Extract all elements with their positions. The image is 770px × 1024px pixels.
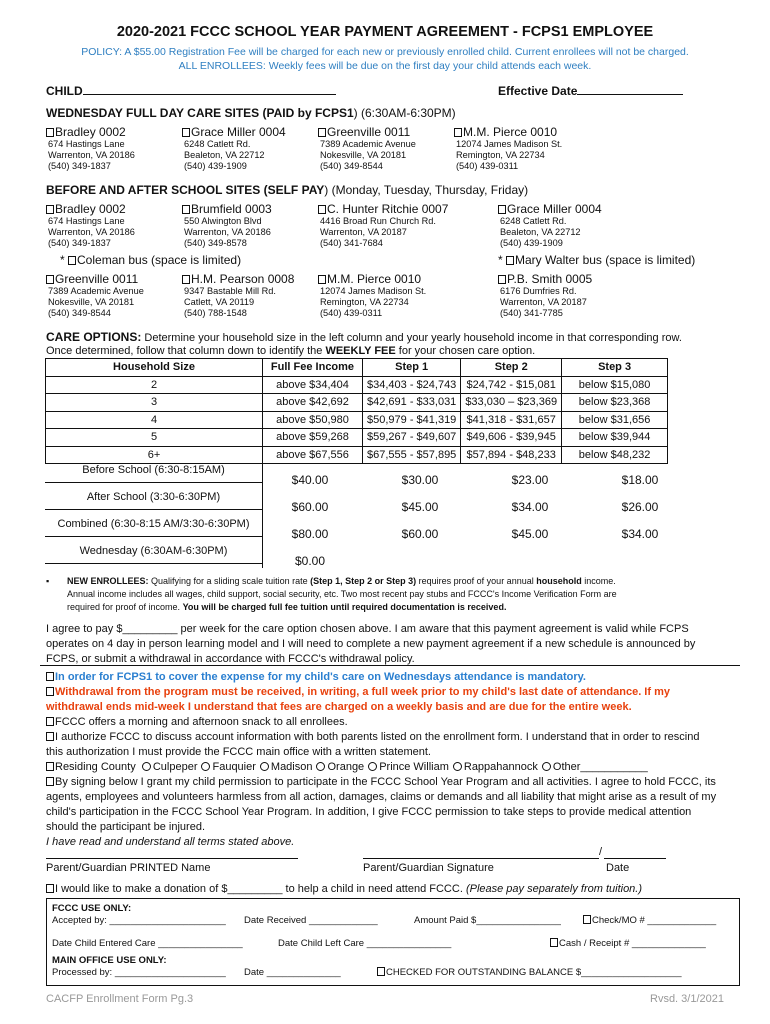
care-option-vertical-divider xyxy=(262,462,263,568)
checkbox-icon[interactable] xyxy=(506,256,514,265)
table-cell: 4 xyxy=(46,411,263,429)
date-left-field[interactable]: Date Child Left Care ________________ xyxy=(278,938,452,949)
table-cell: below $15,080 xyxy=(562,376,668,394)
site-name: Bradley 0002 xyxy=(55,202,126,216)
signature-label: Parent/Guardian Signature xyxy=(363,862,494,874)
care-option-label: Combined (6:30-8:15 AM/3:30-6:30PM) xyxy=(57,518,250,530)
table-cell: $42,691 - $33,031 xyxy=(363,394,461,412)
county-option[interactable]: Culpeper xyxy=(142,761,198,773)
table-cell: $33,030 – $23,369 xyxy=(461,394,562,412)
site-name: Grace Miller 0004 xyxy=(191,125,286,139)
site-address-line-2: Warrenton, VA 20187 xyxy=(500,297,587,307)
date-slash: / xyxy=(599,846,603,858)
care-option-divider xyxy=(45,563,262,564)
care-option-fee: $23.00 xyxy=(511,473,549,487)
county-option[interactable]: Orange xyxy=(316,761,364,773)
site-address-line-2: Warrenton, VA 20187 xyxy=(320,227,407,237)
checkbox-icon[interactable] xyxy=(46,762,54,771)
radio-icon[interactable] xyxy=(453,762,462,771)
site-option[interactable] xyxy=(182,125,322,172)
term-county[interactable]: Residing County Culpeper Fauquier Madison Orange Prince William Rappahannock Other___________ xyxy=(46,760,746,775)
signature-line[interactable] xyxy=(363,858,599,859)
site-address-line-2: Remington, VA 22734 xyxy=(456,150,545,160)
table-header: Step 1 xyxy=(363,359,461,377)
site-option[interactable] xyxy=(454,125,594,172)
site-option[interactable] xyxy=(46,272,186,319)
site-name: M.M. Pierce 0010 xyxy=(327,272,422,286)
term-permission[interactable]: By signing below I grant my child permission to participate in the FCCC School Year Program and all activities. I agree to hold FCCC, its xyxy=(46,775,746,790)
site-phone: (540) 439-0311 xyxy=(456,161,519,171)
child-label: CHILD xyxy=(46,84,83,98)
site-name: Grace Miller 0004 xyxy=(507,202,602,216)
site-name: Brumfield 0003 xyxy=(191,202,272,216)
checkbox-icon[interactable] xyxy=(182,275,190,284)
child-field[interactable] xyxy=(46,84,336,98)
checkbox-icon[interactable] xyxy=(377,967,385,976)
site-phone: (540) 349-8544 xyxy=(320,161,383,171)
checkbox-icon[interactable] xyxy=(46,717,54,726)
site-option[interactable] xyxy=(498,202,638,249)
site-option[interactable] xyxy=(318,272,458,319)
table-row xyxy=(46,376,668,394)
checkbox-icon[interactable] xyxy=(46,275,54,284)
care-option-fee: $34.00 xyxy=(621,527,659,541)
care-option-label: After School (3:30-6:30PM) xyxy=(86,491,221,503)
care-option-fee: $34.00 xyxy=(511,500,549,514)
care-option-fee: $18.00 xyxy=(621,473,659,487)
site-address-line-2: Catlett, VA 20119 xyxy=(184,297,255,307)
checkbox-icon[interactable] xyxy=(498,275,506,284)
table-cell: 3 xyxy=(46,394,263,412)
site-address-line-2: Nokesville, VA 20181 xyxy=(320,150,407,160)
mary-walter-bus-option[interactable]: * Mary Walter bus (space is limited) xyxy=(498,253,696,267)
amount-paid-field[interactable]: Amount Paid $________________ xyxy=(414,915,561,926)
checkbox-icon[interactable] xyxy=(454,128,462,137)
site-address-line-1: 674 Hastings Lane xyxy=(48,216,125,226)
table-cell: $57,894 - $48,233 xyxy=(461,446,562,464)
site-name: Greenville 0011 xyxy=(55,272,139,286)
new-enrollees-note: NEW ENROLLEES: Qualifying for a sliding scale tuition rate (Step 1, Step 2 or Step 3) requires proof of your annual household income. Annual income includes all wages, child support, social security, etc. Two most recent pay stubs and FCCC's Income Verification Form are required for proof of income. You will be charged full fee tuition until required documentation is received. xyxy=(67,576,617,612)
checkbox-icon[interactable] xyxy=(46,884,54,893)
site-address-line-2: Bealeton, VA 22712 xyxy=(500,227,581,237)
effective-date-label: Effective Date xyxy=(498,84,578,98)
table-cell: above $34,404 xyxy=(263,376,363,394)
footer-right: Rvsd. 3/1/2021 xyxy=(650,993,724,1005)
site-address-line-1: 4416 Broad Run Church Rd. xyxy=(320,216,436,226)
term-snack[interactable]: FCCC offers a morning and afternoon snack to all enrollees. xyxy=(46,715,746,730)
county-option[interactable]: Rappahannock xyxy=(453,761,538,773)
footer-left: CACFP Enrollment Form Pg.3 xyxy=(46,993,194,1005)
effective-date-field[interactable] xyxy=(498,84,683,98)
site-address-line-1: 12074 James Madison St. xyxy=(320,286,427,296)
bullet-icon: ▪ xyxy=(46,576,50,586)
care-option-label: Wednesday (6:30AM-6:30PM) xyxy=(79,545,228,557)
care-options-intro: CARE OPTIONS: Determine your household size in the left column and your yearly household income in that corresponding row. xyxy=(46,330,682,344)
care-options-intro-2: Once determined, follow that column down to identify the WEEKLY FEE for your chosen care option. xyxy=(46,345,536,357)
site-address-line-1: 6176 Dumfries Rd. xyxy=(500,286,577,296)
site-name: Bradley 0002 xyxy=(55,125,126,139)
care-option-label: Before School (6:30-8:15AM) xyxy=(82,464,225,476)
radio-icon[interactable] xyxy=(368,762,377,771)
table-cell: 6+ xyxy=(46,446,263,464)
table-cell: above $50,980 xyxy=(263,411,363,429)
site-name: P.B. Smith 0005 xyxy=(507,272,593,286)
table-cell: below $23,368 xyxy=(562,394,668,412)
effective-date-line xyxy=(577,84,683,95)
radio-icon[interactable] xyxy=(316,762,325,771)
county-option[interactable]: Fauquier xyxy=(201,761,255,773)
accepted-by-field[interactable]: Accepted by: ______________________ xyxy=(52,915,226,926)
cash-receipt-field[interactable]: Cash / Receipt # ______________ xyxy=(550,938,706,949)
site-phone: (540) 341-7785 xyxy=(500,308,563,318)
site-address-line-1: 7389 Academic Avenue xyxy=(320,139,416,149)
table-header: Step 3 xyxy=(562,359,668,377)
date-received-field[interactable]: Date Received _____________ xyxy=(244,915,378,926)
site-option[interactable] xyxy=(498,272,638,319)
site-address-line-2: Warrenton, VA 20186 xyxy=(48,227,135,237)
site-name: H.M. Pearson 0008 xyxy=(191,272,295,286)
checkbox-icon[interactable] xyxy=(318,275,326,284)
site-name: C. Hunter Ritchie 0007 xyxy=(327,202,449,216)
county-option[interactable]: Other___________ xyxy=(542,761,648,773)
table-cell: below $48,232 xyxy=(562,446,668,464)
table-cell: 2 xyxy=(46,376,263,394)
site-address-line-2: Nokesville, VA 20181 xyxy=(48,297,135,307)
processed-by-field[interactable]: Processed by: _____________________ xyxy=(52,967,226,978)
site-option[interactable] xyxy=(46,125,186,172)
care-option-fee: $40.00 xyxy=(291,473,329,487)
table-cell: $50,979 - $41,319 xyxy=(363,411,461,429)
outstanding-balance-field[interactable]: CHECKED FOR OUTSTANDING BALANCE $___________________ xyxy=(377,967,682,978)
table-cell: $41,318 - $31,657 xyxy=(461,411,562,429)
table-cell: 5 xyxy=(46,429,263,447)
date-entered-field[interactable]: Date Child Entered Care ________________ xyxy=(52,938,243,949)
site-address-line-2: Warrenton, VA 20186 xyxy=(48,150,135,160)
child-line xyxy=(83,84,336,95)
checkbox-icon[interactable] xyxy=(318,128,326,137)
date-line[interactable] xyxy=(604,858,666,859)
care-option-fee: $45.00 xyxy=(511,527,549,541)
site-phone: (540) 439-0311 xyxy=(320,308,383,318)
site-address-line-1: 6248 Catlett Rd. xyxy=(184,139,251,149)
site-address-line-2: Remington, VA 22734 xyxy=(320,297,409,307)
table-cell: below $39,944 xyxy=(562,429,668,447)
checkbox-icon[interactable] xyxy=(498,205,506,214)
county-option[interactable]: Prince William xyxy=(368,761,449,773)
site-address-line-1: 674 Hastings Lane xyxy=(48,139,125,149)
printed-name-line[interactable] xyxy=(46,858,298,859)
site-phone: (540) 439-1909 xyxy=(500,238,563,248)
checkbox-icon[interactable] xyxy=(46,687,54,696)
site-option[interactable] xyxy=(182,202,322,249)
site-phone: (540) 349-8544 xyxy=(48,308,111,318)
coleman-bus-option[interactable]: * Coleman bus (space is limited) xyxy=(60,253,242,267)
radio-icon[interactable] xyxy=(142,762,151,771)
site-name: Greenville 0011 xyxy=(327,125,411,139)
care-option-divider xyxy=(45,536,262,537)
checkbox-icon[interactable] xyxy=(583,915,591,924)
checkbox-icon[interactable] xyxy=(46,205,54,214)
site-address-line-2: Bealeton, VA 22712 xyxy=(184,150,265,160)
policy-line-1: POLICY: A $55.00 Registration Fee will be charged for each new or previously enrolled child. Current enrollees will not be charged. xyxy=(81,46,689,58)
divider xyxy=(40,665,740,666)
site-address-line-1: 6248 Catlett Rd. xyxy=(500,216,567,226)
table-row xyxy=(46,394,668,412)
term-authorize[interactable]: I authorize FCCC to discuss account information with both parents listed on the enrollment form. I understand that in order to rescind xyxy=(46,730,746,745)
income-table xyxy=(45,358,668,464)
care-option-fee: $80.00 xyxy=(291,527,329,541)
checkbox-icon[interactable] xyxy=(182,205,190,214)
site-address-line-1: 12074 James Madison St. xyxy=(456,139,563,149)
table-cell: above $59,268 xyxy=(263,429,363,447)
policy-line-2: ALL ENROLLEES: Weekly fees will be due on the first day your child attends each week. xyxy=(178,60,592,72)
printed-name-label: Parent/Guardian PRINTED Name xyxy=(46,862,211,874)
donation-line[interactable]: I would like to make a donation of $_________ to help a child in need attend FCCC. (Please pay separately from tuition.) xyxy=(46,883,642,895)
checkbox-icon[interactable] xyxy=(46,777,54,786)
term-withdrawal[interactable]: Withdrawal from the program must be received, in writing, a full week prior to my child's last date of attendance. If my xyxy=(46,685,746,700)
table-cell: $67,555 - $57,895 xyxy=(363,446,461,464)
care-option-fee: $60.00 xyxy=(401,527,439,541)
site-option[interactable] xyxy=(46,202,186,249)
table-row xyxy=(46,429,668,447)
wednesday-heading: WEDNESDAY FULL DAY CARE SITES (PAID by FCPS1) (6:30AM-6:30PM) xyxy=(46,106,456,120)
site-option[interactable] xyxy=(318,202,458,249)
table-header: Household Size xyxy=(46,359,263,377)
checkbox-icon[interactable] xyxy=(68,256,76,265)
terms-section: In order for FCPS1 to cover the expense for my child's care on Wednesdays attendance is mandatory. Withdrawal from the program must be received, in writing, a full week prior to my child's last date of attendance. If my withdrawal ends mid-week I understand that fees are charged on a weekly basis and are due for the entire week. FCCC offers a morning and afternoon snack to all enrollees. I authorize FCCC to discuss account information with both parents listed on the enrollment form. I understand that in order to rescind this authorization I must provide the FCCC main office with a written statement. Residing County Culpeper Fauquier Madison Orange Prince William Rappahannock Other___________ By signing below I grant my child permission to participate in the FCCC School Year Program and all activities. I agree to hold FCCC, its agents, employees and volunteers harmless from all action, damages, claims or demands and all liability that might arise as a result of my child's participation in the FCCC School Year Program. In addition, I give FCCC permission to take steps to provide medical attention should the participant be injured. I have read and understand all terms stated above. xyxy=(46,670,746,850)
care-option-fee: $45.00 xyxy=(401,500,439,514)
table-header: Step 2 xyxy=(461,359,562,377)
table-cell: $24,742 - $15,081 xyxy=(461,376,562,394)
site-option[interactable] xyxy=(318,125,458,172)
checkbox-icon[interactable] xyxy=(318,205,326,214)
table-cell: below $31,656 xyxy=(562,411,668,429)
table-cell: above $67,556 xyxy=(263,446,363,464)
site-phone: (540) 439-1909 xyxy=(184,161,247,171)
care-option-fee: $26.00 xyxy=(621,500,659,514)
radio-icon[interactable] xyxy=(201,762,210,771)
site-phone: (540) 349-1837 xyxy=(48,238,111,248)
site-name: M.M. Pierce 0010 xyxy=(463,125,558,139)
table-row xyxy=(46,411,668,429)
checkbox-icon[interactable] xyxy=(182,128,190,137)
fccc-use-label: FCCC USE ONLY: xyxy=(52,903,132,914)
site-phone: (540) 788-1548 xyxy=(184,308,247,318)
table-cell: $34,403 - $24,743 xyxy=(363,376,461,394)
agreement-paragraph: I agree to pay $_________ per week for the care option chosen above. I am aware that this payment agreement is valid while FCPS operates on 4 day in person learning model and I will need to complete a new payment agreement if a new schedule is announced by FCPS, or submit a withdrawal in accordance with FCCC's withdrawal policy. xyxy=(46,623,696,665)
care-option-divider xyxy=(45,509,262,510)
radio-icon[interactable] xyxy=(542,762,551,771)
table-cell: above $42,692 xyxy=(263,394,363,412)
before-after-heading: BEFORE AND AFTER SCHOOL SITES (SELF PAY) (Monday, Tuesday, Thursday, Friday) xyxy=(46,183,529,197)
site-address-line-1: 9347 Bastable Mill Rd. xyxy=(184,286,276,296)
radio-icon[interactable] xyxy=(260,762,269,771)
page-title: 2020-2021 FCCC SCHOOL YEAR PAYMENT AGREEMENT - FCPS1 EMPLOYEE xyxy=(116,24,654,40)
care-option-fee: $30.00 xyxy=(401,473,439,487)
table-header: Full Fee Income xyxy=(263,359,363,377)
site-address-line-1: 7389 Academic Avenue xyxy=(48,286,144,296)
checkbox-icon[interactable] xyxy=(46,128,54,137)
check-mo-field[interactable]: Check/MO # _____________ xyxy=(583,915,716,926)
site-phone: (540) 341-7684 xyxy=(320,238,383,248)
care-option-fee: $0.00 xyxy=(294,554,326,568)
checkbox-icon[interactable] xyxy=(46,672,54,681)
site-address-line-2: Warrenton, VA 20186 xyxy=(184,227,271,237)
date-label: Date xyxy=(606,862,630,874)
site-address-line-1: 550 Alwington Blvd xyxy=(184,216,262,226)
site-phone: (540) 349-8578 xyxy=(184,238,247,248)
care-option-fee: $60.00 xyxy=(291,500,329,514)
table-cell: $59,267 - $49,607 xyxy=(363,429,461,447)
table-cell: $49,606 - $39,945 xyxy=(461,429,562,447)
table-row xyxy=(46,446,668,464)
care-option-divider xyxy=(45,482,262,483)
site-option[interactable] xyxy=(182,272,322,319)
term-attendance[interactable]: In order for FCPS1 to cover the expense for my child's care on Wednesdays attendance is mandatory. xyxy=(46,670,746,685)
processed-date-field[interactable]: Date ______________ xyxy=(244,967,341,978)
checkbox-icon[interactable] xyxy=(46,732,54,741)
site-phone: (540) 349-1837 xyxy=(48,161,111,171)
county-option[interactable]: Madison xyxy=(260,761,313,773)
main-office-label: MAIN OFFICE USE ONLY: xyxy=(52,955,167,966)
checkbox-icon[interactable] xyxy=(550,938,558,947)
